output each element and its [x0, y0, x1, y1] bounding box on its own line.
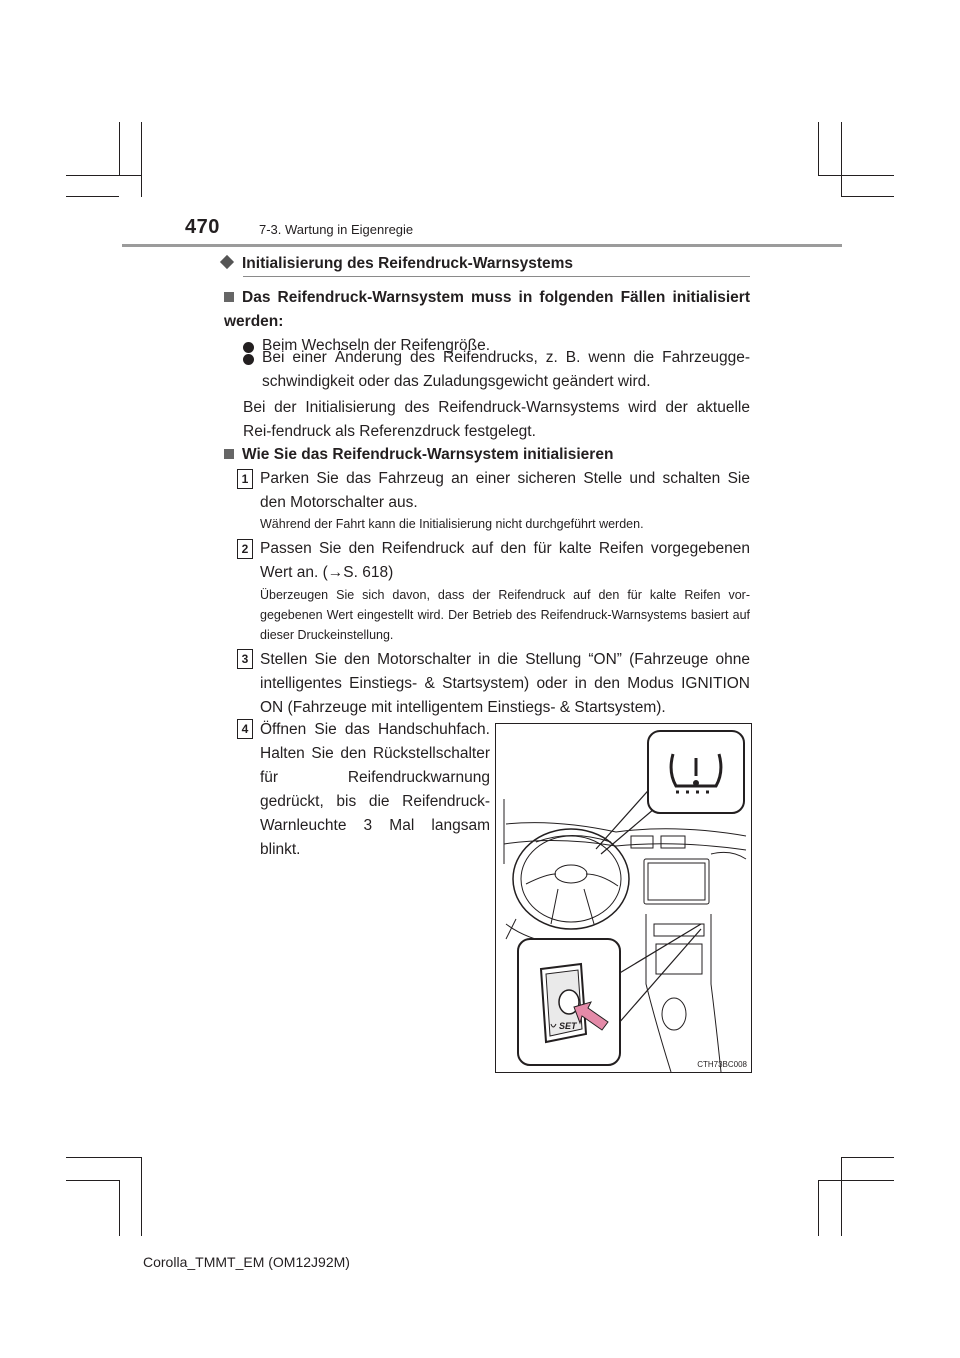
crop-mark: [66, 1180, 119, 1181]
crop-mark: [66, 1157, 141, 1158]
step-number: 2: [237, 539, 253, 559]
block1-title: Das Reifendruck-Warnsystem muss in folgenden Fällen initialisiert werden:: [224, 289, 750, 330]
dashboard-illustration: [496, 724, 751, 1072]
footer-text: Corolla_TMMT_EM (OM12J92M): [143, 1254, 350, 1270]
crop-mark: [119, 122, 120, 175]
header-rule: [122, 244, 842, 247]
crop-mark: [841, 196, 894, 197]
section-title: 7-3. Wartung in Eigenregie: [259, 222, 414, 237]
set-button-label: SET: [559, 1021, 577, 1031]
set-button-icon: [541, 964, 586, 1042]
bullet-icon: [243, 342, 254, 353]
square-bullet-icon: [224, 449, 234, 459]
block1-note: Bei der Initialisierung des Reifendruck-Warnsystems wird der aktuelle Rei-fendruck als Referenzdruck festgelegt.: [243, 399, 750, 440]
crop-mark: [841, 1157, 894, 1158]
crop-mark: [841, 1157, 842, 1236]
bullet-item: Beim Wechseln der Reifengröße.: [262, 337, 491, 354]
step-text: Stellen Sie den Motorschalter in die Stellung “ON” (Fahrzeuge ohne intelligentes Einstiegs- & Startsystem) oder in den Modus IGNITION ON (Fahrzeuge mit intelligentem Einstiegs- & Startsystem).: [260, 651, 750, 716]
bullet-item: Bei einer Änderung des Reifendrucks, z. B. wenn die Fahrzeugge-schwindigkeit oder das Zuladungsgewicht geändert wird.: [262, 349, 750, 390]
figure-code: CTH73BC008: [697, 1060, 747, 1069]
page-number: 470: [185, 216, 220, 238]
step-text: Parken Sie das Fahrzeug an einer sicheren Stelle und schalten Sie den Motorschalter aus.: [260, 470, 750, 511]
block2-title: Wie Sie das Reifendruck-Warnsystem initialisieren: [224, 443, 750, 467]
crop-mark: [141, 122, 142, 197]
crop-mark: [818, 1180, 819, 1236]
step-number: 1: [237, 469, 253, 489]
crop-mark: [818, 175, 894, 176]
bullet-icon: [243, 354, 254, 365]
step-note: Während der Fahrt kann die Initialisierung nicht durchgeführt werden.: [260, 517, 644, 531]
diamond-icon: [220, 255, 234, 269]
crop-mark: [119, 1180, 120, 1236]
step-text: Öffnen Sie das Handschuhfach. Halten Sie den Rückstellschalter für Reifendruckwarnung gedrückt, bis die Reifendruck-Warnleuchte 3 Mal langsam blinkt.: [260, 721, 490, 858]
step-number: 3: [237, 649, 253, 669]
step-number: 4: [237, 719, 253, 739]
crop-mark: [818, 1180, 894, 1181]
crop-mark: [818, 122, 819, 175]
heading-rule: [243, 276, 750, 277]
step-text: Passen Sie den Reifendruck auf den für kalte Reifen vorgegebenen Wert an. (→S. 618): [260, 540, 750, 581]
illustration-figure: [495, 723, 752, 1073]
square-bullet-icon: [224, 292, 234, 302]
page-heading: Initialisierung des Reifendruck-Warnsystems: [220, 255, 573, 273]
crop-mark: [66, 175, 141, 176]
crop-mark: [141, 1157, 142, 1236]
crop-mark: [841, 122, 842, 197]
step-note: Überzeugen Sie sich davon, dass der Reifendruck auf den für kalte Reifen vor-gegebenen Wert eingestellt wird. Der Betrieb des Reifendruck-Warnsystems basiert auf dieser Druckeinstellung.: [260, 588, 750, 642]
crop-mark: [66, 196, 119, 197]
